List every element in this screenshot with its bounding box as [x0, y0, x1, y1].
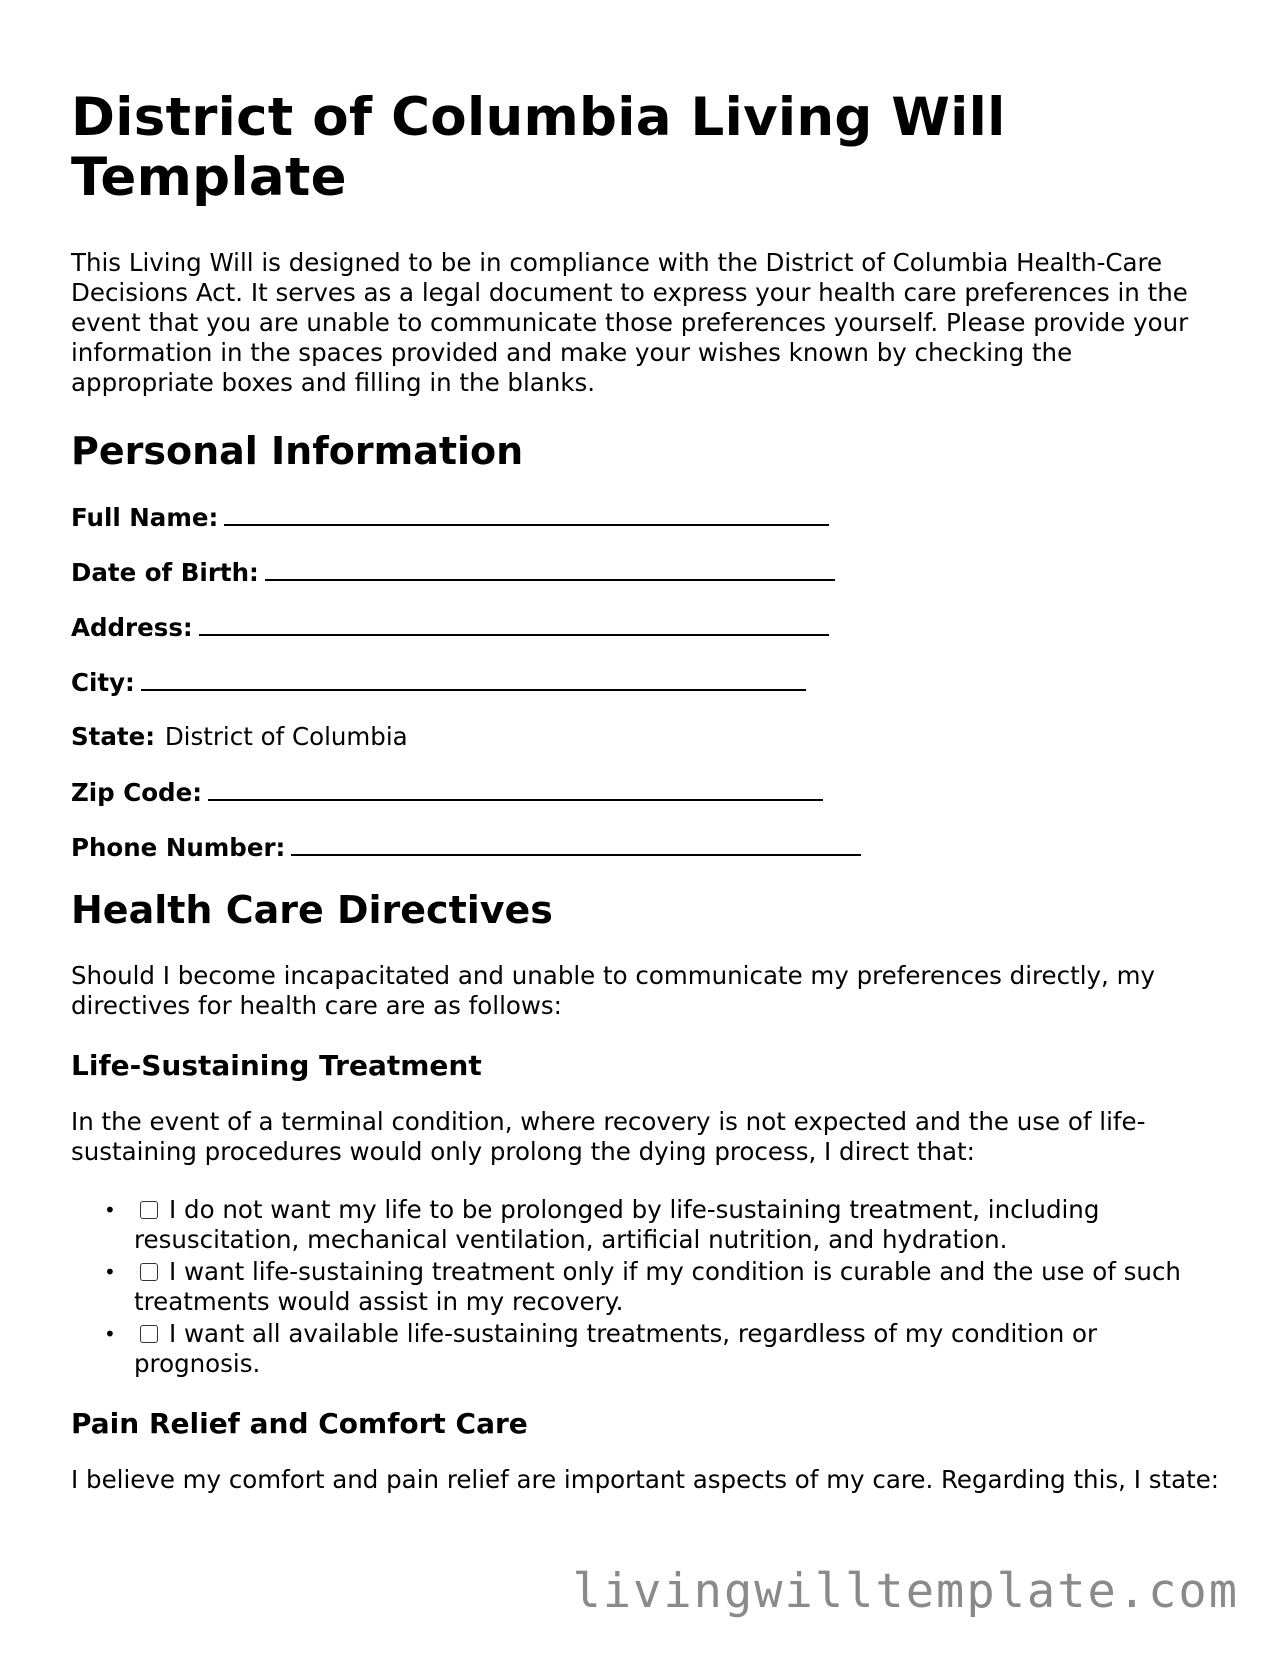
dob-blank[interactable]	[265, 557, 835, 581]
checkbox[interactable]	[140, 1325, 158, 1343]
zip-label: Zip Code:	[71, 778, 202, 807]
checkbox[interactable]	[140, 1201, 158, 1219]
zip-field	[71, 777, 1221, 807]
directives-paragraph: Should I become incapacitated and unable to communicate my preferences directly, my directives for health care are as follows:	[71, 961, 1155, 1020]
bullet-icon: •	[104, 1198, 116, 1222]
intro-paragraph: This Living Will is designed to be in compliance with the District of Columbia Health-Care Decisions Act. It serves as a legal document to express your health care preferences in the event that you are unable to communicate those preferences yourself. Please provide your information in the spaces provided and make your wishes known by checking the appropriate boxes and filling in the blanks.	[71, 248, 1189, 397]
dob-label: Date of Birth:	[71, 558, 259, 587]
directives-heading: Health Care Directives	[71, 888, 553, 932]
full-name-field	[71, 502, 1221, 532]
state-value: District of Columbia	[164, 722, 408, 751]
pain-relief-paragraph: I believe my comfort and pain relief are important aspects of my care. Regarding this, I state:	[71, 1465, 1220, 1494]
city-label: City:	[71, 668, 135, 697]
full-name-label: Full Name:	[71, 503, 219, 532]
personal-info-heading: Personal Information	[71, 429, 524, 473]
watermark: livingwilltemplate.com	[572, 1564, 1239, 1619]
dob-field	[71, 557, 1221, 587]
address-label: Address:	[71, 613, 193, 642]
document-page	[71, 88, 1221, 1495]
state-field	[71, 722, 1221, 752]
option-text: I want all available life-sustaining treatments, regardless of my condition or prognosis.	[134, 1319, 1098, 1378]
city-blank[interactable]	[141, 667, 806, 691]
phone-label: Phone Number:	[71, 833, 286, 862]
option-no-prolong	[71, 1195, 1221, 1255]
city-field	[71, 667, 1221, 697]
life-sustaining-heading: Life-Sustaining Treatment	[71, 1049, 482, 1082]
option-only-if-curable	[71, 1257, 1221, 1317]
document-title: District of Columbia Living Will Template	[71, 87, 1006, 208]
option-all-treatments	[71, 1319, 1221, 1379]
state-label: State:	[71, 722, 156, 751]
zip-blank[interactable]	[208, 777, 823, 801]
address-blank[interactable]	[199, 612, 829, 636]
life-sustaining-options	[71, 1195, 1221, 1379]
option-text: I do not want my life to be prolonged by life-sustaining treatment, including resuscitation, mechanical ventilation, artificial nutrition, and hydration.	[134, 1195, 1100, 1254]
pain-relief-heading: Pain Relief and Comfort Care	[71, 1407, 528, 1440]
phone-blank[interactable]	[291, 832, 861, 856]
address-field	[71, 612, 1221, 642]
bullet-icon: •	[104, 1260, 116, 1284]
checkbox[interactable]	[140, 1263, 158, 1281]
option-text: I want life-sustaining treatment only if my condition is curable and the use of such treatments would assist in my recovery.	[134, 1257, 1181, 1316]
phone-field	[71, 832, 1221, 862]
full-name-blank[interactable]	[224, 502, 829, 526]
life-sustaining-paragraph: In the event of a terminal condition, where recovery is not expected and the use of life-sustaining procedures would only prolong the dying process, I direct that:	[71, 1107, 1146, 1166]
bullet-icon: •	[104, 1322, 116, 1346]
